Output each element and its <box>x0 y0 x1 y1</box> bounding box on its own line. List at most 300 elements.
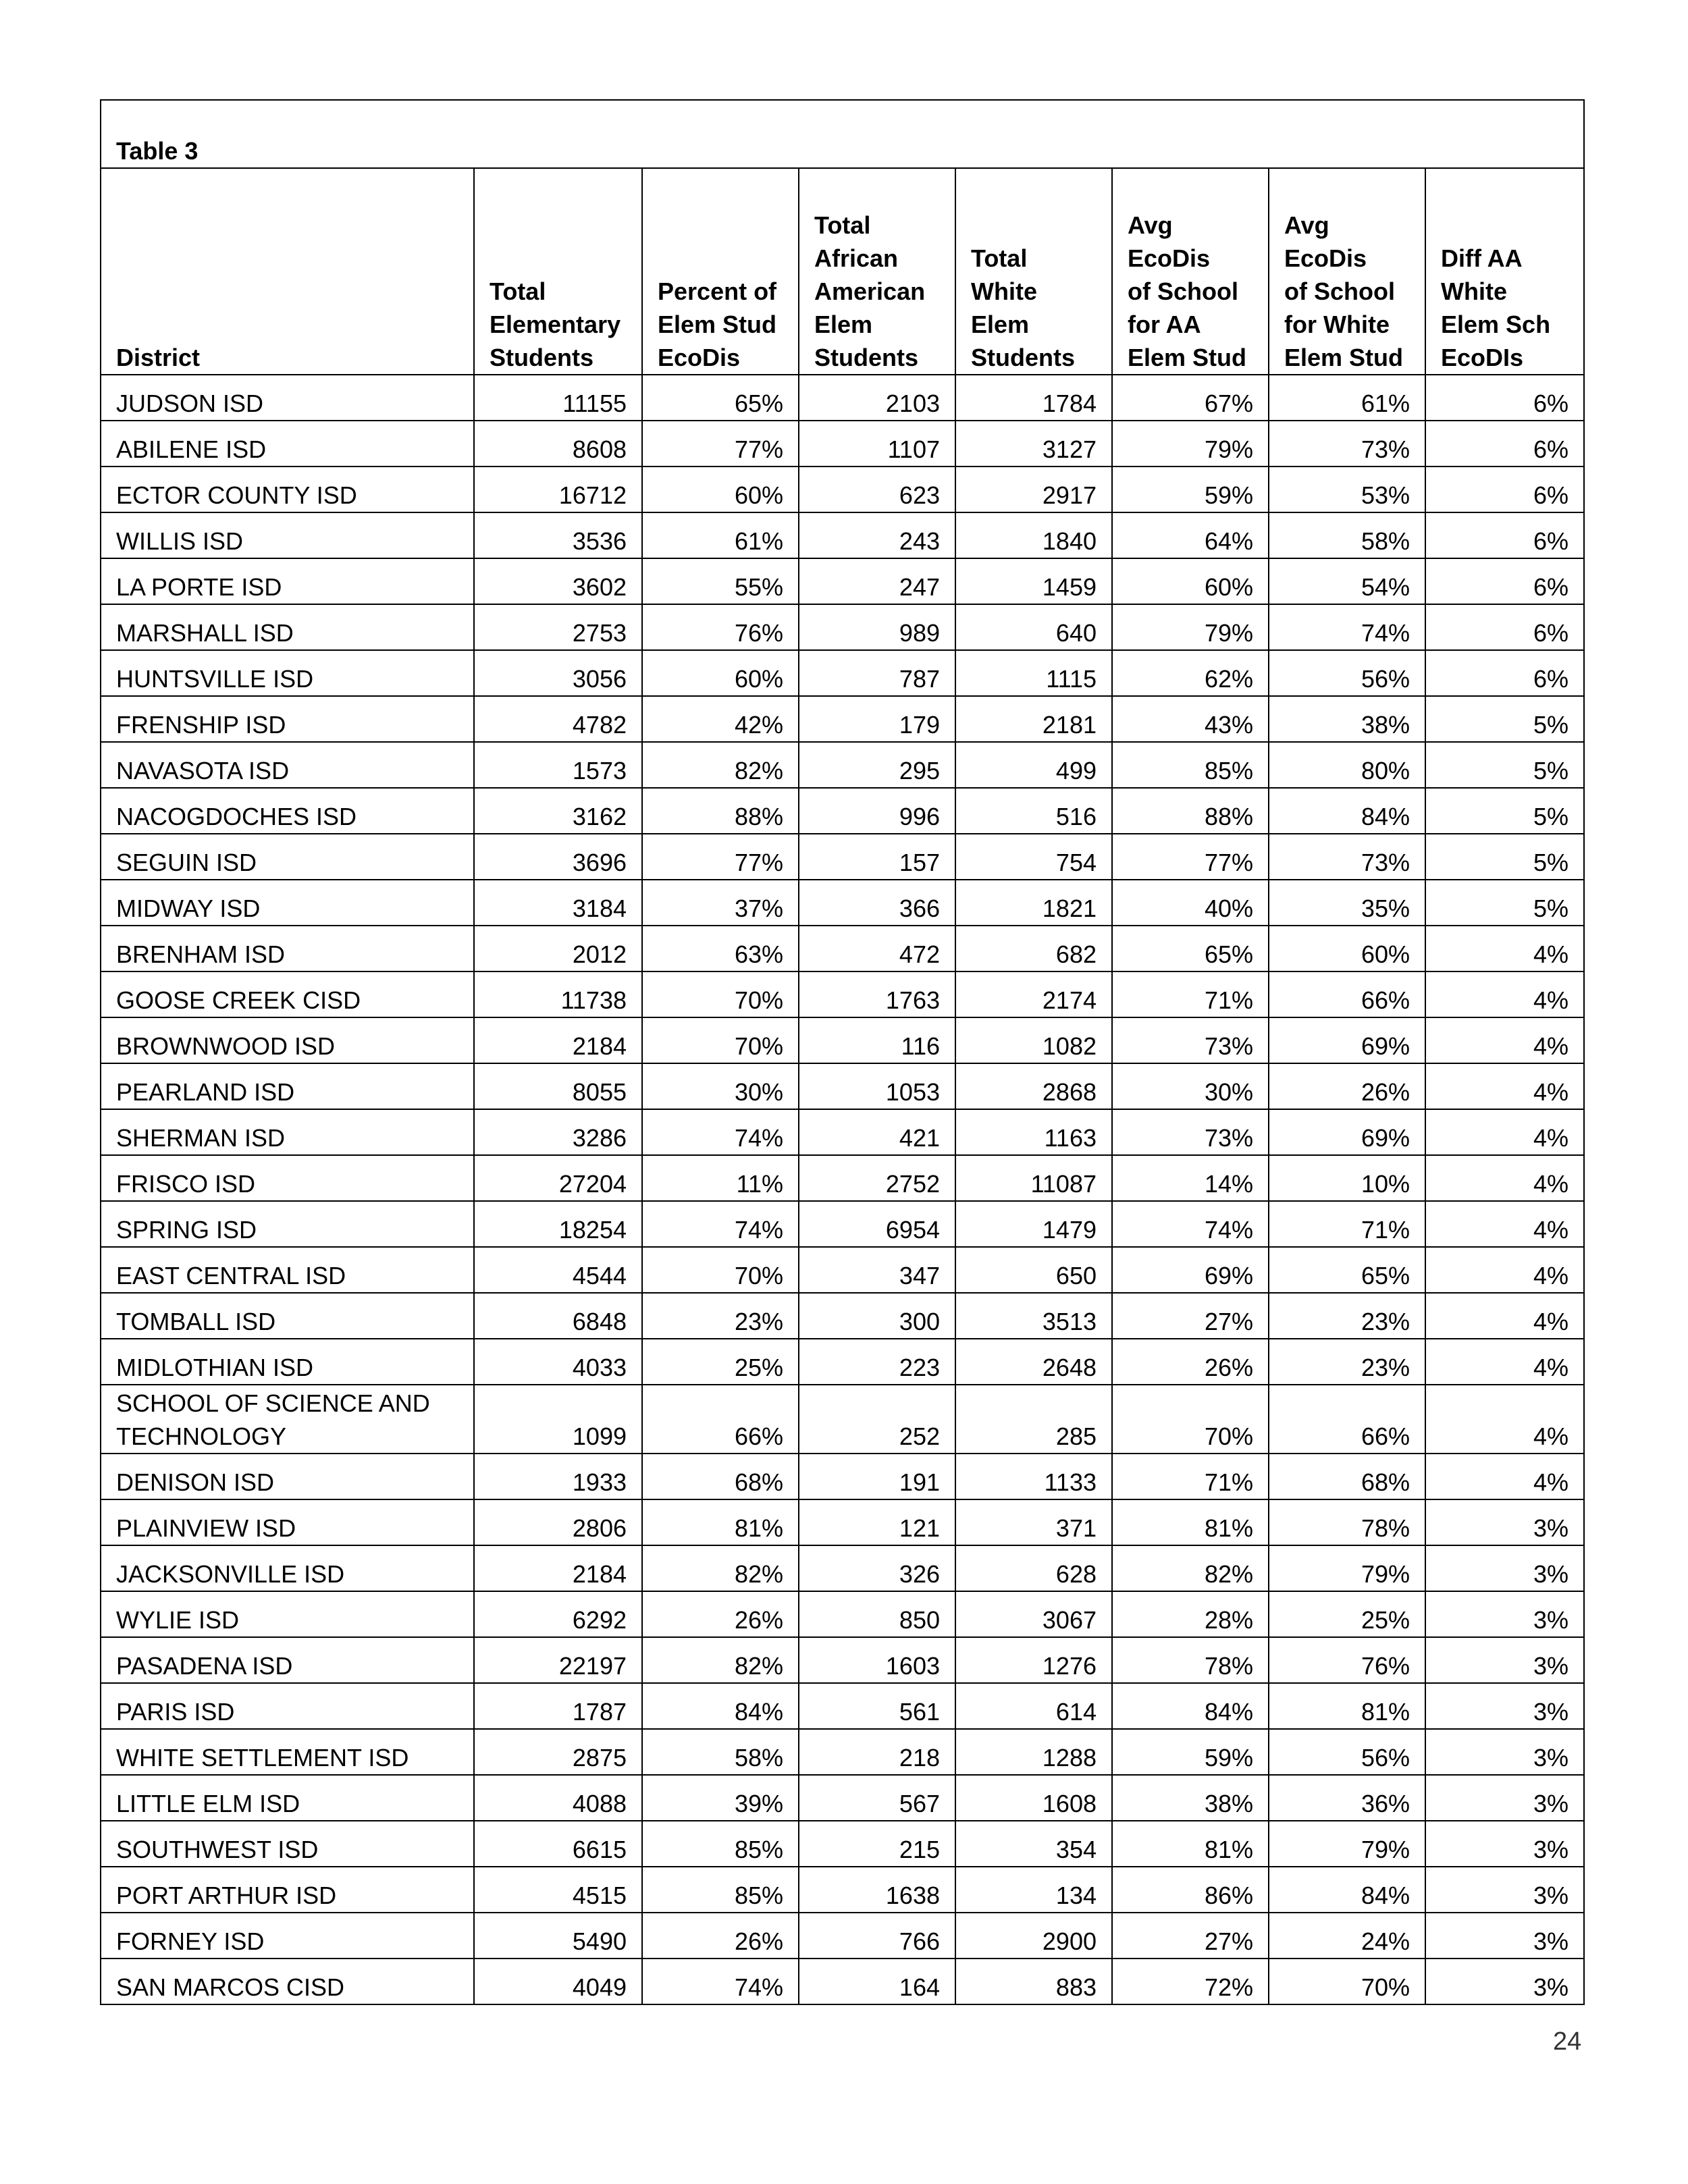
table-row <box>101 375 1584 421</box>
value-cell: 71% <box>1112 1454 1269 1499</box>
value-cell: 3% <box>1425 1545 1584 1591</box>
value-cell: 27% <box>1112 1293 1269 1339</box>
table-row <box>101 1155 1584 1201</box>
value-cell: 69% <box>1269 1017 1425 1063</box>
table-row <box>101 1913 1584 1959</box>
value-cell: 3% <box>1425 1637 1584 1683</box>
value-cell: 60% <box>642 650 799 696</box>
district-cell: HUNTSVILLE ISD <box>101 650 474 696</box>
value-cell: 36% <box>1269 1775 1425 1821</box>
table-row <box>101 926 1584 971</box>
table-row <box>101 880 1584 926</box>
value-cell: 70% <box>1269 1959 1425 2004</box>
value-cell: 76% <box>1269 1637 1425 1683</box>
value-cell: 2184 <box>474 1545 642 1591</box>
value-cell: 1276 <box>955 1637 1112 1683</box>
value-cell: 191 <box>799 1454 955 1499</box>
value-cell: 623 <box>799 467 955 512</box>
value-cell: 2753 <box>474 604 642 650</box>
value-cell: 77% <box>642 421 799 467</box>
value-cell: 73% <box>1112 1017 1269 1063</box>
value-cell: 85% <box>642 1867 799 1913</box>
value-cell: 640 <box>955 604 1112 650</box>
value-cell: 38% <box>1269 696 1425 742</box>
header-diff-aa-white: Diff AA White Elem Sch EcoDIs <box>1425 168 1584 375</box>
value-cell: 4033 <box>474 1339 642 1385</box>
value-cell: 54% <box>1269 558 1425 604</box>
table-row <box>101 467 1584 512</box>
value-cell: 64% <box>1112 512 1269 558</box>
value-cell: 561 <box>799 1683 955 1729</box>
value-cell: 26% <box>1269 1063 1425 1109</box>
value-cell: 179 <box>799 696 955 742</box>
district-cell: PASADENA ISD <box>101 1637 474 1683</box>
table-row <box>101 742 1584 788</box>
table-row <box>101 1454 1584 1499</box>
value-cell: 850 <box>799 1591 955 1637</box>
district-cell: JACKSONVILLE ISD <box>101 1545 474 1591</box>
value-cell: 6292 <box>474 1591 642 1637</box>
table-row <box>101 650 1584 696</box>
header-total-elementary-students: Total Elementary Students <box>474 168 642 375</box>
value-cell: 6% <box>1425 558 1584 604</box>
table-row <box>101 788 1584 834</box>
value-cell: 59% <box>1112 1729 1269 1775</box>
value-cell: 567 <box>799 1775 955 1821</box>
district-cell: FORNEY ISD <box>101 1913 474 1959</box>
value-cell: 4515 <box>474 1867 642 1913</box>
district-cell: WILLIS ISD <box>101 512 474 558</box>
district-cell: WHITE SETTLEMENT ISD <box>101 1729 474 1775</box>
value-cell: 79% <box>1112 604 1269 650</box>
value-cell: 82% <box>642 1545 799 1591</box>
value-cell: 4% <box>1425 971 1584 1017</box>
value-cell: 2752 <box>799 1155 955 1201</box>
district-cell: SCHOOL OF SCIENCE AND TECHNOLOGY <box>101 1385 474 1454</box>
table-row <box>101 1385 1584 1454</box>
value-cell: 2900 <box>955 1913 1112 1959</box>
value-cell: 2103 <box>799 375 955 421</box>
value-cell: 2917 <box>955 467 1112 512</box>
value-cell: 26% <box>642 1591 799 1637</box>
table-row <box>101 1063 1584 1109</box>
value-cell: 787 <box>799 650 955 696</box>
value-cell: 2012 <box>474 926 642 971</box>
value-cell: 55% <box>642 558 799 604</box>
value-cell: 61% <box>1269 375 1425 421</box>
value-cell: 4% <box>1425 1201 1584 1247</box>
value-cell: 77% <box>642 834 799 880</box>
value-cell: 1933 <box>474 1454 642 1499</box>
value-cell: 30% <box>1112 1063 1269 1109</box>
value-cell: 3536 <box>474 512 642 558</box>
value-cell: 8055 <box>474 1063 642 1109</box>
value-cell: 4% <box>1425 1017 1584 1063</box>
table-header-row <box>101 168 1584 375</box>
district-cell: PARIS ISD <box>101 1683 474 1729</box>
district-cell: PORT ARTHUR ISD <box>101 1867 474 1913</box>
value-cell: 28% <box>1112 1591 1269 1637</box>
value-cell: 81% <box>642 1499 799 1545</box>
value-cell: 516 <box>955 788 1112 834</box>
value-cell: 86% <box>1112 1867 1269 1913</box>
value-cell: 650 <box>955 1247 1112 1293</box>
table-row <box>101 1821 1584 1867</box>
value-cell: 82% <box>642 742 799 788</box>
value-cell: 68% <box>642 1454 799 1499</box>
value-cell: 3696 <box>474 834 642 880</box>
value-cell: 3127 <box>955 421 1112 467</box>
value-cell: 2648 <box>955 1339 1112 1385</box>
value-cell: 23% <box>642 1293 799 1339</box>
value-cell: 67% <box>1112 375 1269 421</box>
district-cell: ABILENE ISD <box>101 421 474 467</box>
value-cell: 82% <box>642 1637 799 1683</box>
value-cell: 73% <box>1269 421 1425 467</box>
header-avg-ecodis-white: Avg EcoDis of School for White Elem Stud <box>1269 168 1425 375</box>
district-cell: SAN MARCOS CISD <box>101 1959 474 2004</box>
value-cell: 56% <box>1269 650 1425 696</box>
value-cell: 84% <box>1269 788 1425 834</box>
district-cell: BROWNWOOD ISD <box>101 1017 474 1063</box>
value-cell: 2806 <box>474 1499 642 1545</box>
header-avg-ecodis-aa: Avg EcoDis of School for AA Elem Stud <box>1112 168 1269 375</box>
value-cell: 59% <box>1112 467 1269 512</box>
district-cell: EAST CENTRAL ISD <box>101 1247 474 1293</box>
table-row <box>101 1867 1584 1913</box>
value-cell: 81% <box>1112 1821 1269 1867</box>
table-row <box>101 1637 1584 1683</box>
value-cell: 5% <box>1425 834 1584 880</box>
value-cell: 43% <box>1112 696 1269 742</box>
table-row <box>101 1775 1584 1821</box>
value-cell: 66% <box>1269 971 1425 1017</box>
table-row <box>101 421 1584 467</box>
value-cell: 366 <box>799 880 955 926</box>
value-cell: 66% <box>642 1385 799 1454</box>
value-cell: 754 <box>955 834 1112 880</box>
value-cell: 81% <box>1269 1683 1425 1729</box>
district-cell: LITTLE ELM ISD <box>101 1775 474 1821</box>
value-cell: 82% <box>1112 1545 1269 1591</box>
district-cell: WYLIE ISD <box>101 1591 474 1637</box>
value-cell: 4782 <box>474 696 642 742</box>
value-cell: 247 <box>799 558 955 604</box>
value-cell: 74% <box>1269 604 1425 650</box>
value-cell: 65% <box>1112 926 1269 971</box>
value-cell: 1082 <box>955 1017 1112 1063</box>
district-cell: GOOSE CREEK CISD <box>101 971 474 1017</box>
value-cell: 58% <box>642 1729 799 1775</box>
value-cell: 1603 <box>799 1637 955 1683</box>
value-cell: 73% <box>1269 834 1425 880</box>
value-cell: 6% <box>1425 604 1584 650</box>
table-row <box>101 512 1584 558</box>
value-cell: 300 <box>799 1293 955 1339</box>
district-cell: MIDWAY ISD <box>101 880 474 926</box>
value-cell: 326 <box>799 1545 955 1591</box>
value-cell: 11% <box>642 1155 799 1201</box>
value-cell: 6% <box>1425 512 1584 558</box>
value-cell: 74% <box>642 1109 799 1155</box>
value-cell: 11087 <box>955 1155 1112 1201</box>
header-percent-ecodis: Percent of Elem Stud EcoDis <box>642 168 799 375</box>
value-cell: 6% <box>1425 375 1584 421</box>
value-cell: 2184 <box>474 1017 642 1063</box>
value-cell: 116 <box>799 1017 955 1063</box>
value-cell: 40% <box>1112 880 1269 926</box>
value-cell: 1608 <box>955 1775 1112 1821</box>
value-cell: 14% <box>1112 1155 1269 1201</box>
value-cell: 11155 <box>474 375 642 421</box>
page-number: 24 <box>1553 2027 1582 2056</box>
value-cell: 84% <box>1269 1867 1425 1913</box>
value-cell: 3% <box>1425 1683 1584 1729</box>
value-cell: 69% <box>1112 1247 1269 1293</box>
value-cell: 4% <box>1425 926 1584 971</box>
table-row <box>101 604 1584 650</box>
value-cell: 74% <box>642 1201 799 1247</box>
value-cell: 1053 <box>799 1063 955 1109</box>
value-cell: 3% <box>1425 1821 1584 1867</box>
value-cell: 70% <box>642 1247 799 1293</box>
table-row <box>101 834 1584 880</box>
value-cell: 25% <box>1269 1591 1425 1637</box>
data-table <box>100 99 1585 2005</box>
value-cell: 18254 <box>474 1201 642 1247</box>
value-cell: 30% <box>642 1063 799 1109</box>
value-cell: 996 <box>799 788 955 834</box>
value-cell: 223 <box>799 1339 955 1385</box>
value-cell: 71% <box>1269 1201 1425 1247</box>
district-cell: TOMBALL ISD <box>101 1293 474 1339</box>
value-cell: 88% <box>1112 788 1269 834</box>
value-cell: 5% <box>1425 788 1584 834</box>
table-row <box>101 971 1584 1017</box>
table-row <box>101 558 1584 604</box>
value-cell: 6% <box>1425 421 1584 467</box>
table-row <box>101 1109 1584 1155</box>
value-cell: 6954 <box>799 1201 955 1247</box>
district-cell: JUDSON ISD <box>101 375 474 421</box>
value-cell: 157 <box>799 834 955 880</box>
value-cell: 285 <box>955 1385 1112 1454</box>
value-cell: 39% <box>642 1775 799 1821</box>
value-cell: 42% <box>642 696 799 742</box>
value-cell: 63% <box>642 926 799 971</box>
value-cell: 11738 <box>474 971 642 1017</box>
value-cell: 74% <box>642 1959 799 2004</box>
table-title: Table 3 <box>101 100 1584 168</box>
value-cell: 26% <box>642 1913 799 1959</box>
value-cell: 3% <box>1425 1959 1584 2004</box>
value-cell: 243 <box>799 512 955 558</box>
value-cell: 26% <box>1112 1339 1269 1385</box>
value-cell: 62% <box>1112 650 1269 696</box>
table-row <box>101 696 1584 742</box>
value-cell: 16712 <box>474 467 642 512</box>
value-cell: 85% <box>1112 742 1269 788</box>
value-cell: 3056 <box>474 650 642 696</box>
value-cell: 4% <box>1425 1385 1584 1454</box>
value-cell: 1638 <box>799 1867 955 1913</box>
value-cell: 56% <box>1269 1729 1425 1775</box>
value-cell: 6% <box>1425 650 1584 696</box>
table-row <box>101 1339 1584 1385</box>
value-cell: 121 <box>799 1499 955 1545</box>
value-cell: 25% <box>642 1339 799 1385</box>
value-cell: 371 <box>955 1499 1112 1545</box>
value-cell: 2181 <box>955 696 1112 742</box>
value-cell: 1115 <box>955 650 1112 696</box>
value-cell: 69% <box>1269 1109 1425 1155</box>
district-cell: PLAINVIEW ISD <box>101 1499 474 1545</box>
value-cell: 1288 <box>955 1729 1112 1775</box>
value-cell: 134 <box>955 1867 1112 1913</box>
value-cell: 1099 <box>474 1385 642 1454</box>
value-cell: 35% <box>1269 880 1425 926</box>
district-cell: PEARLAND ISD <box>101 1063 474 1109</box>
table-row <box>101 1591 1584 1637</box>
value-cell: 38% <box>1112 1775 1269 1821</box>
value-cell: 78% <box>1269 1499 1425 1545</box>
table-row <box>101 1017 1584 1063</box>
district-cell: SOUTHWEST ISD <box>101 1821 474 1867</box>
value-cell: 4% <box>1425 1109 1584 1155</box>
value-cell: 3184 <box>474 880 642 926</box>
district-cell: MIDLOTHIAN ISD <box>101 1339 474 1385</box>
header-total-aa-students: Total African American Elem Students <box>799 168 955 375</box>
value-cell: 4% <box>1425 1454 1584 1499</box>
value-cell: 1840 <box>955 512 1112 558</box>
value-cell: 347 <box>799 1247 955 1293</box>
value-cell: 1459 <box>955 558 1112 604</box>
value-cell: 3513 <box>955 1293 1112 1339</box>
value-cell: 1479 <box>955 1201 1112 1247</box>
value-cell: 215 <box>799 1821 955 1867</box>
value-cell: 81% <box>1112 1499 1269 1545</box>
value-cell: 70% <box>642 971 799 1017</box>
value-cell: 1821 <box>955 880 1112 926</box>
district-cell: NACOGDOCHES ISD <box>101 788 474 834</box>
value-cell: 628 <box>955 1545 1112 1591</box>
value-cell: 24% <box>1269 1913 1425 1959</box>
value-cell: 2174 <box>955 971 1112 1017</box>
value-cell: 60% <box>1269 926 1425 971</box>
value-cell: 65% <box>642 375 799 421</box>
value-cell: 3% <box>1425 1499 1584 1545</box>
table-row <box>101 1545 1584 1591</box>
table-row <box>101 1293 1584 1339</box>
value-cell: 3067 <box>955 1591 1112 1637</box>
value-cell: 74% <box>1112 1201 1269 1247</box>
value-cell: 989 <box>799 604 955 650</box>
value-cell: 1787 <box>474 1683 642 1729</box>
table-row <box>101 1247 1584 1293</box>
header-district: District <box>101 168 474 375</box>
value-cell: 84% <box>1112 1683 1269 1729</box>
district-cell: SEGUIN ISD <box>101 834 474 880</box>
district-cell: BRENHAM ISD <box>101 926 474 971</box>
value-cell: 2875 <box>474 1729 642 1775</box>
value-cell: 4544 <box>474 1247 642 1293</box>
value-cell: 4088 <box>474 1775 642 1821</box>
district-cell: SHERMAN ISD <box>101 1109 474 1155</box>
value-cell: 60% <box>1112 558 1269 604</box>
district-cell: NAVASOTA ISD <box>101 742 474 788</box>
value-cell: 60% <box>642 467 799 512</box>
value-cell: 472 <box>799 926 955 971</box>
value-cell: 76% <box>642 604 799 650</box>
value-cell: 77% <box>1112 834 1269 880</box>
value-cell: 4% <box>1425 1063 1584 1109</box>
value-cell: 22197 <box>474 1637 642 1683</box>
value-cell: 58% <box>1269 512 1425 558</box>
value-cell: 70% <box>1112 1385 1269 1454</box>
district-cell: MARSHALL ISD <box>101 604 474 650</box>
value-cell: 5% <box>1425 742 1584 788</box>
value-cell: 164 <box>799 1959 955 2004</box>
value-cell: 70% <box>642 1017 799 1063</box>
value-cell: 766 <box>799 1913 955 1959</box>
value-cell: 1133 <box>955 1454 1112 1499</box>
value-cell: 88% <box>642 788 799 834</box>
value-cell: 61% <box>642 512 799 558</box>
value-cell: 6% <box>1425 467 1584 512</box>
value-cell: 4% <box>1425 1339 1584 1385</box>
value-cell: 5% <box>1425 880 1584 926</box>
value-cell: 499 <box>955 742 1112 788</box>
value-cell: 4% <box>1425 1293 1584 1339</box>
value-cell: 79% <box>1269 1545 1425 1591</box>
value-cell: 78% <box>1112 1637 1269 1683</box>
value-cell: 614 <box>955 1683 1112 1729</box>
value-cell: 68% <box>1269 1454 1425 1499</box>
value-cell: 3% <box>1425 1867 1584 1913</box>
value-cell: 8608 <box>474 421 642 467</box>
table-row <box>101 1959 1584 2004</box>
district-cell: DENISON ISD <box>101 1454 474 1499</box>
value-cell: 3% <box>1425 1591 1584 1637</box>
value-cell: 218 <box>799 1729 955 1775</box>
value-cell: 72% <box>1112 1959 1269 2004</box>
value-cell: 23% <box>1269 1293 1425 1339</box>
value-cell: 23% <box>1269 1339 1425 1385</box>
district-cell: SPRING ISD <box>101 1201 474 1247</box>
value-cell: 421 <box>799 1109 955 1155</box>
value-cell: 6848 <box>474 1293 642 1339</box>
district-cell: LA PORTE ISD <box>101 558 474 604</box>
value-cell: 6615 <box>474 1821 642 1867</box>
value-cell: 3162 <box>474 788 642 834</box>
value-cell: 79% <box>1112 421 1269 467</box>
value-cell: 80% <box>1269 742 1425 788</box>
table-title-row <box>101 100 1584 168</box>
value-cell: 883 <box>955 1959 1112 2004</box>
value-cell: 4% <box>1425 1155 1584 1201</box>
value-cell: 354 <box>955 1821 1112 1867</box>
value-cell: 3286 <box>474 1109 642 1155</box>
value-cell: 5% <box>1425 696 1584 742</box>
value-cell: 1573 <box>474 742 642 788</box>
value-cell: 1763 <box>799 971 955 1017</box>
value-cell: 37% <box>642 880 799 926</box>
value-cell: 65% <box>1269 1247 1425 1293</box>
district-cell: FRISCO ISD <box>101 1155 474 1201</box>
value-cell: 3% <box>1425 1913 1584 1959</box>
value-cell: 53% <box>1269 467 1425 512</box>
value-cell: 4% <box>1425 1247 1584 1293</box>
